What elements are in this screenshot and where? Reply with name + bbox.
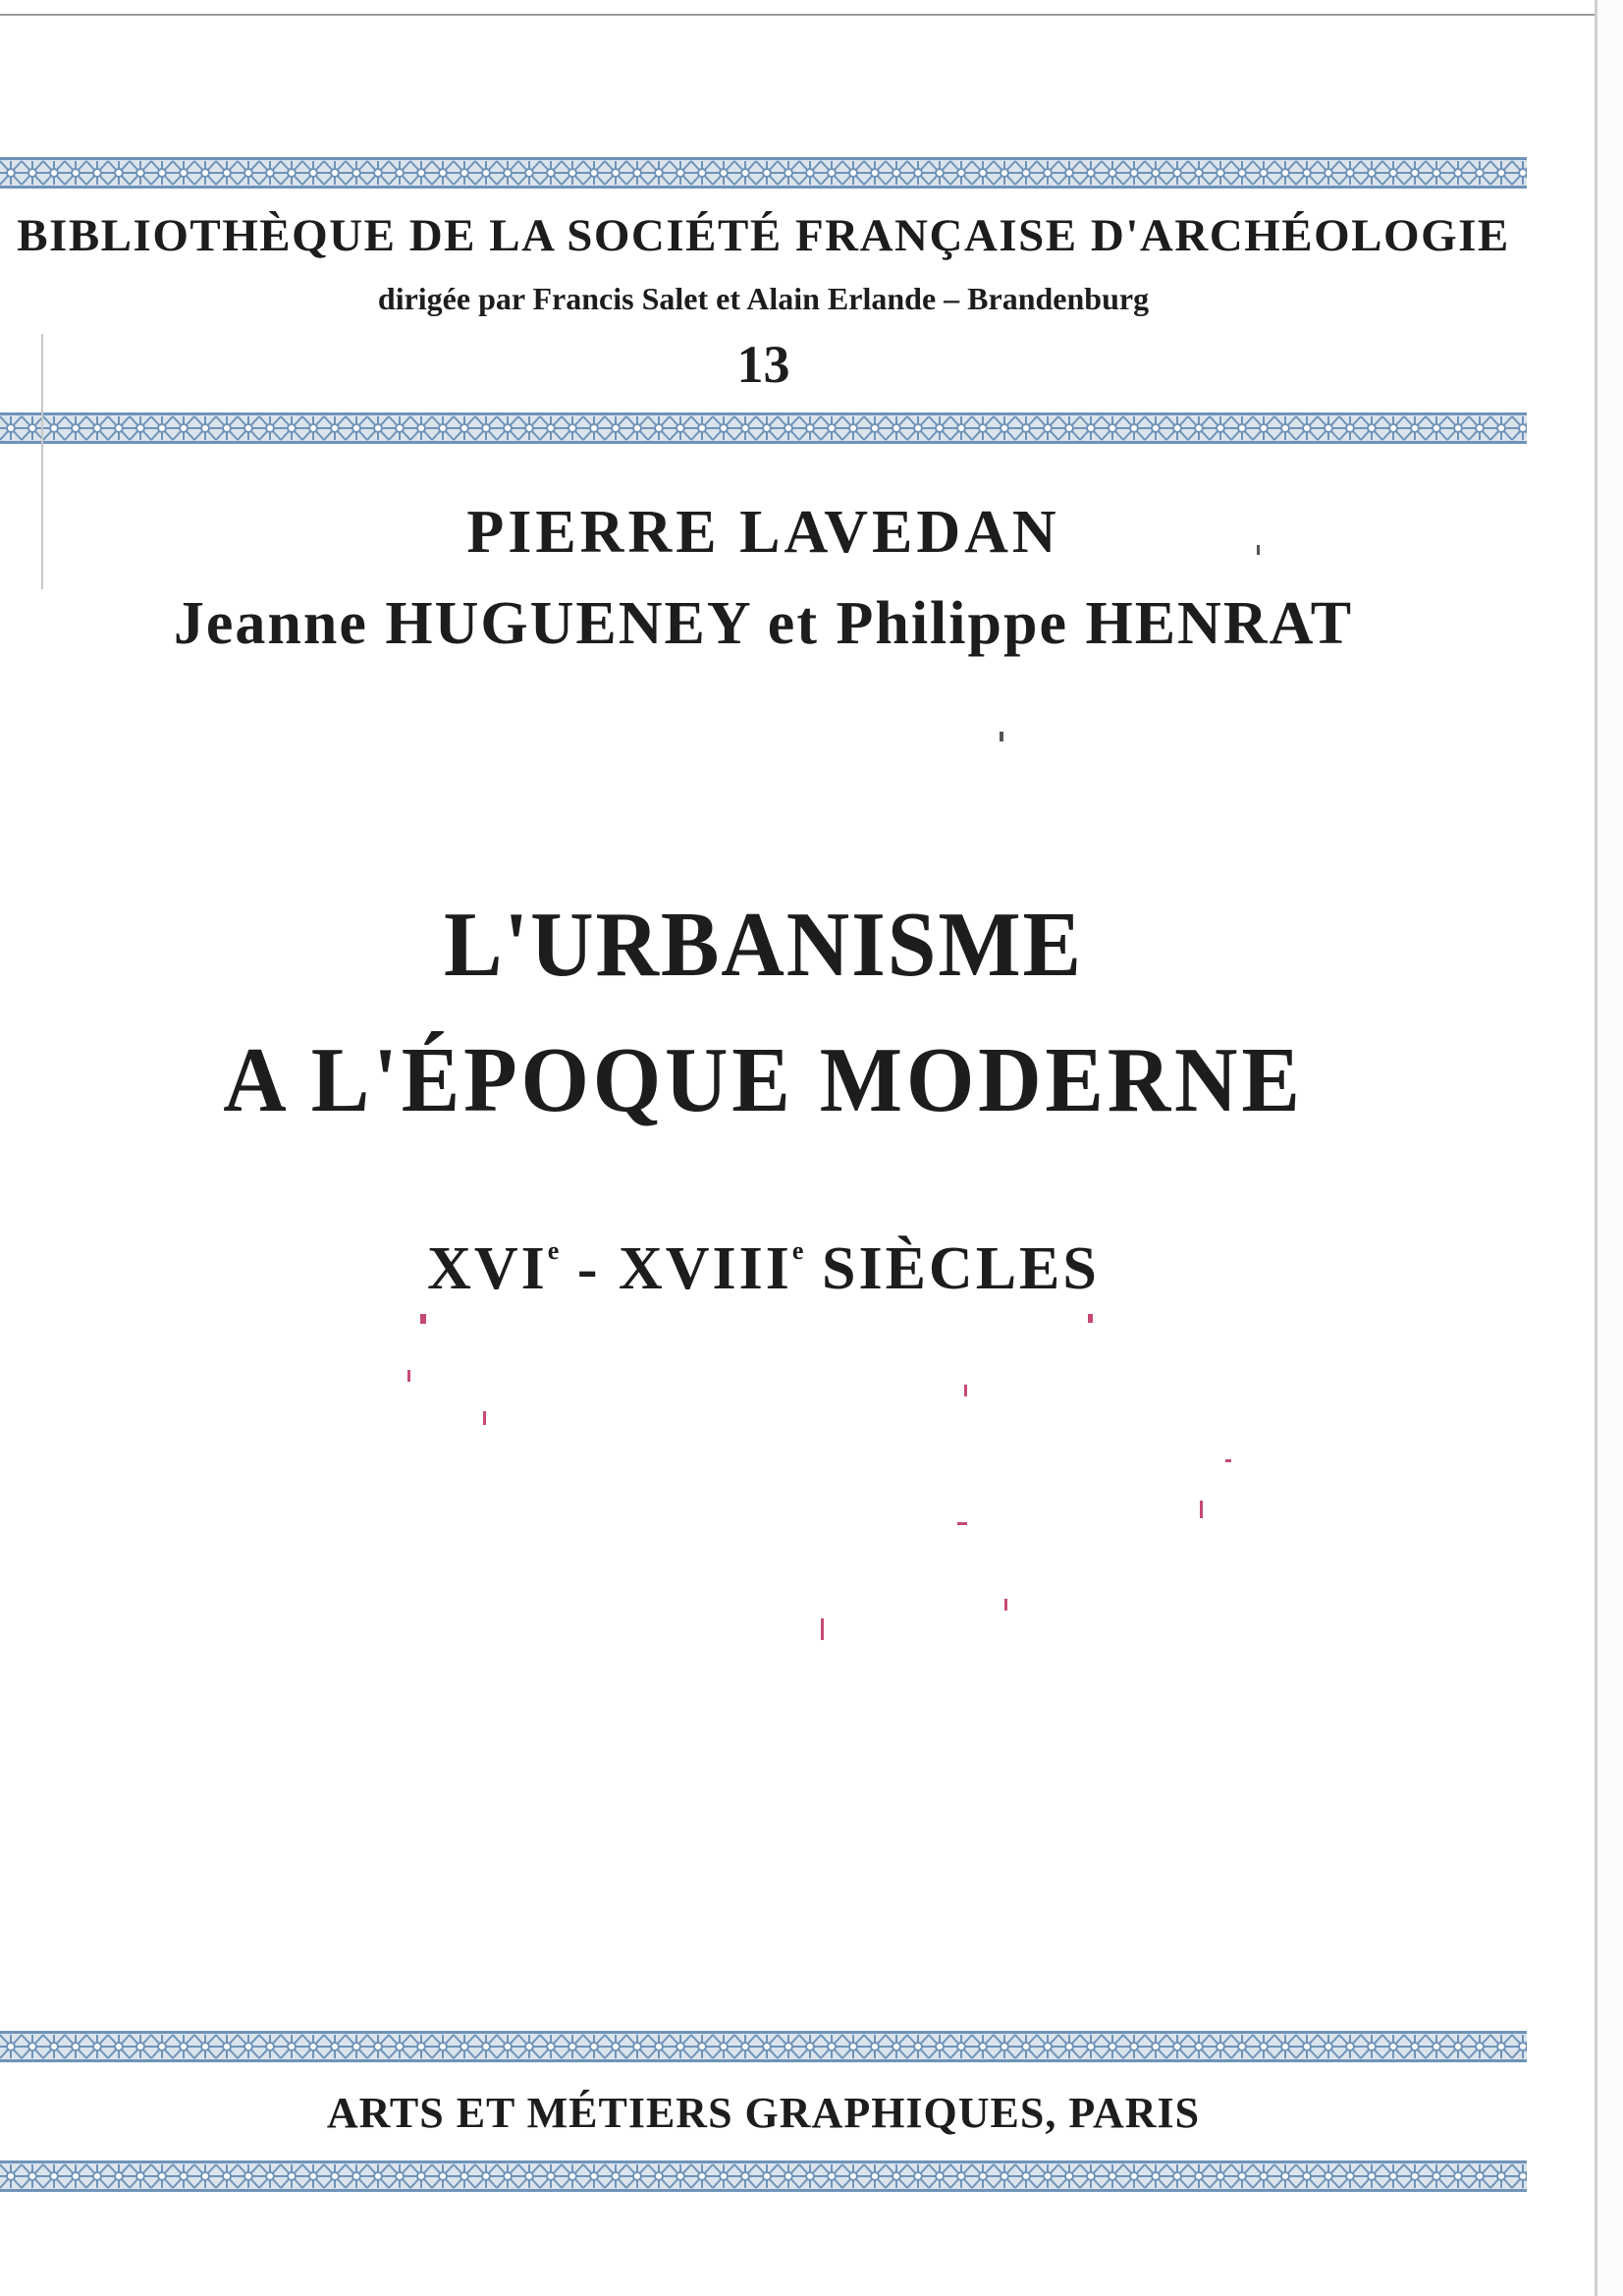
series-director: dirigée par Francis Salet et Alain Erlande – Brandenburg bbox=[377, 281, 1150, 316]
century-start-sup: e bbox=[547, 1236, 560, 1265]
series-title: BIBLIOTHÈQUE DE LA SOCIÉTÉ FRANÇAISE D'ARCHÉOLOGIE bbox=[17, 210, 1510, 261]
ornamental-band-pattern bbox=[0, 157, 1527, 189]
scan-mark bbox=[41, 334, 43, 589]
ornamental-band-pattern bbox=[0, 2031, 1527, 2062]
ink-speck bbox=[1000, 732, 1003, 741]
ink-speck bbox=[1088, 1314, 1093, 1323]
ink-speck bbox=[821, 1618, 824, 1640]
ink-speck bbox=[1257, 545, 1260, 555]
ornamental-band-4 bbox=[0, 2160, 1527, 2192]
ink-speck bbox=[407, 1370, 410, 1382]
ink-speck bbox=[483, 1411, 486, 1425]
ink-speck bbox=[1200, 1501, 1203, 1518]
book-title-line-1: L'URBANISME bbox=[443, 894, 1084, 996]
page-top-edge bbox=[0, 0, 1623, 16]
book-subtitle bbox=[0, 1234, 1527, 1304]
series-number: 13 bbox=[736, 335, 790, 394]
ink-speck bbox=[957, 1522, 967, 1525]
ornamental-band-1 bbox=[0, 157, 1527, 189]
publisher: ARTS ET MÉTIERS GRAPHIQUES, PARIS bbox=[326, 2089, 1201, 2137]
ink-speck bbox=[1225, 1459, 1231, 1462]
ink-speck bbox=[1004, 1599, 1007, 1611]
ornamental-band-pattern bbox=[0, 2160, 1527, 2192]
author-line-1: PIERRE LAVEDAN bbox=[466, 499, 1060, 566]
ink-speck bbox=[964, 1385, 967, 1396]
ornamental-band-2 bbox=[0, 412, 1527, 444]
book-title-line-2: A L'ÉPOQUE MODERNE bbox=[223, 1029, 1304, 1131]
ornamental-band-3 bbox=[0, 2031, 1527, 2062]
century-dash: - bbox=[559, 1235, 619, 1302]
author-line-2: Jeanne HUGUENEY et Philippe HENRAT bbox=[173, 590, 1354, 657]
centuries-word: SIÈCLES bbox=[803, 1235, 1100, 1302]
ink-speck bbox=[420, 1314, 426, 1324]
page-right-edge bbox=[1595, 0, 1623, 2296]
century-start: XVI bbox=[427, 1235, 548, 1302]
century-end: XVIII bbox=[618, 1235, 792, 1302]
century-end-sup: e bbox=[791, 1236, 804, 1265]
ornamental-band-pattern bbox=[0, 412, 1527, 444]
